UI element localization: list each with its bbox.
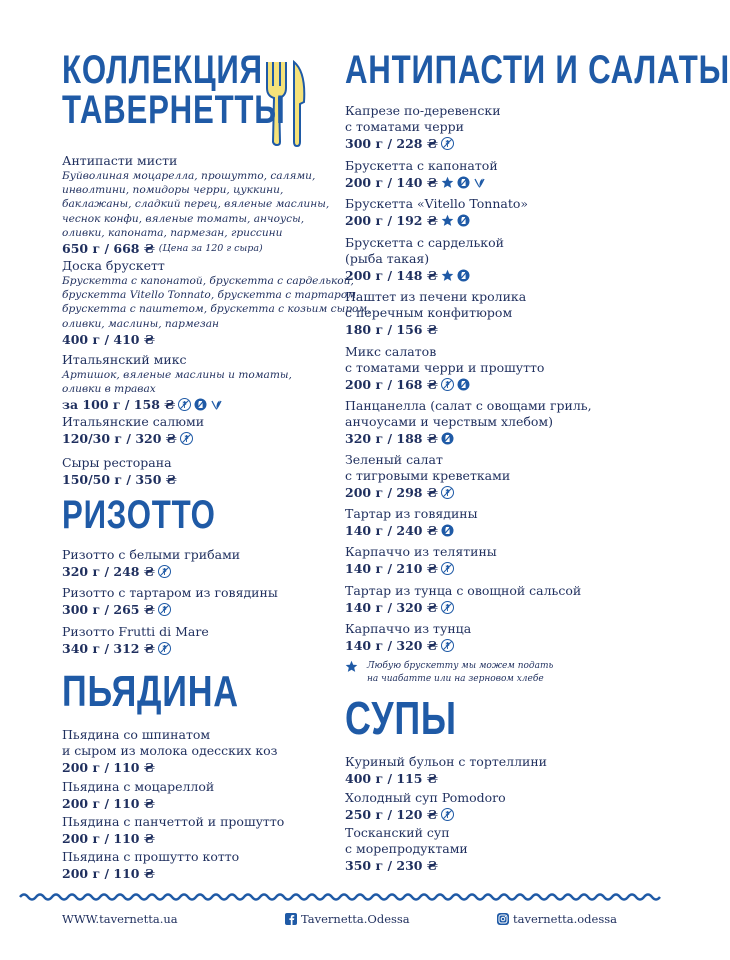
menu-item [345,344,544,393]
item-name: анчоусами и черствым хлебом) [345,414,554,429]
section-title-line: РИЗОТТО [62,493,216,537]
item-price-row [345,560,497,577]
item-price: 200 г / 110 ₴ [62,866,155,881]
lactose-free-icon [457,176,470,189]
menu-item [62,779,214,812]
menu-item [345,544,497,577]
menu-item [345,825,468,874]
item-name: Карпаччо из тунца [345,621,472,636]
gluten-free-icon [441,562,454,575]
gluten-free-icon [441,808,454,821]
gluten-free-icon [441,137,454,150]
item-price: 340 г / 312 ₴ [62,641,155,656]
item-price-row [62,759,278,776]
item-name: Пьядина с прошутто котто [62,849,240,864]
item-price-row [62,396,292,413]
item-name: Холодный суп Pomodoro [345,790,506,805]
gluten-free-icon [158,603,171,616]
item-price-row [345,637,471,654]
item-name: с томатами черри и прошутто [345,360,545,375]
item-price: 350 г / 230 ₴ [345,858,438,873]
menu-item [345,196,528,229]
menu-item [62,727,278,776]
item-price-row [345,174,498,191]
item-price-row [345,522,478,539]
vegan-icon [473,176,486,189]
item-price-row [345,135,501,152]
instagram-icon [497,913,509,925]
gluten-free-icon [441,378,454,391]
instagram-link[interactable] [497,912,617,926]
gluten-free-icon [441,486,454,499]
menu-item [62,455,177,488]
menu-item [62,153,329,257]
gluten-free-icon [441,601,454,614]
item-name: Ризотто с тартаром из говядины [62,585,278,600]
star-icon [441,176,454,189]
gluten-free-icon [158,565,171,578]
item-price: 300 г / 228 ₴ [345,136,438,151]
item-name: с морепродуктами [345,841,468,856]
facebook-text[interactable]: Tavernetta.Odessa [301,912,410,926]
menu-item [345,289,526,338]
price-note: (Цена за 120 г сыра) [158,243,263,255]
facebook-icon [285,913,297,925]
item-price-row [62,471,177,488]
item-name: Пьядина со шпинатом [62,727,211,742]
item-name: Брускетта «Vitello Tonnato» [345,196,529,211]
section-title-line: СУПЫ [345,692,457,744]
item-description: баклажаны, сладкий перец, вяленые маслины, [62,198,330,211]
gluten-free-icon [180,432,193,445]
item-name: Пьядина с моцареллой [62,779,215,794]
lactose-free-icon [457,214,470,227]
item-price: 200 г / 140 ₴ [345,175,438,190]
lactose-free-icon [457,378,470,391]
section-title [62,50,286,130]
item-price: 140 г / 320 ₴ [345,600,438,615]
item-price-row [345,806,506,823]
gluten-free-icon [441,639,454,652]
item-name: Капрезе по-деревенски [345,103,501,118]
gluten-free-icon [178,398,191,411]
star-icon [441,214,454,227]
item-price: 140 г / 210 ₴ [345,561,438,576]
item-description: чеснок конфи, вяленые томаты, анчоусы, [62,212,305,225]
item-name: Тартар из говядины [345,506,478,521]
menu-item [62,814,284,847]
item-price: 150/50 г / 350 ₴ [62,472,177,487]
bruschetta-footnote [345,660,553,686]
item-price-row [62,240,329,257]
item-price-row [345,484,510,501]
item-name: Ризотто с белыми грибами [62,547,241,562]
item-name: Итальянский микс [62,352,187,367]
item-name: с перечным конфитюром [345,305,513,320]
item-price: 300 г / 265 ₴ [62,602,155,617]
item-description: оливки в травах [62,383,156,396]
item-description: Буйволиная моцарелла, прошутто, салями, [62,170,316,182]
item-price-row [62,865,239,882]
star-icon [441,269,454,282]
menu-item [62,352,292,413]
section-title [345,50,730,90]
lactose-free-icon [457,269,470,282]
item-name: и сыром из молока одесских коз [62,743,278,758]
item-price: 180 г / 156 ₴ [345,322,438,337]
menu-item [345,103,501,152]
section-title-line: АНТИПАСТИ И САЛАТЫ [345,48,730,92]
menu-item [345,754,547,787]
item-price-row [345,430,592,447]
item-price-row [62,430,204,447]
menu-item [345,621,471,654]
item-name: Брускетта с сарделькой [345,235,504,250]
item-name: Доска брускетт [62,258,165,273]
item-name: Брускетта с капонатой [345,158,498,173]
item-description: инволтини, помидоры черри, цуккини, [62,184,284,197]
item-price: 200 г / 110 ₴ [62,796,155,811]
item-name: Пьядина с панчеттой и прошутто [62,814,285,829]
item-price: 200 г / 298 ₴ [345,485,438,500]
wave-divider [20,891,657,903]
vegan-icon [210,398,223,411]
section-title [345,692,457,744]
item-price: 200 г / 110 ₴ [62,831,155,846]
lactose-free-icon [194,398,207,411]
item-price: 200 г / 192 ₴ [345,213,438,228]
menu-item [345,506,478,539]
section-title [62,495,216,535]
item-price: за 100 г / 158 ₴ [62,397,176,413]
item-name: Микс салатов [345,344,437,359]
item-price-row [62,795,214,812]
menu-item [62,624,209,657]
item-name: Ризотто Frutti di Mare [62,624,209,639]
item-name: Итальянские салюми [62,414,205,429]
item-name: Карпаччо из телятины [345,544,497,559]
menu-item [345,790,506,823]
menu-item [345,452,510,501]
item-price-row [345,376,544,393]
item-price-row [345,212,528,229]
item-price: 140 г / 320 ₴ [345,638,438,653]
item-price: 400 г / 115 ₴ [345,771,438,786]
item-price-row [62,640,209,657]
item-description: оливки, капоната, пармезан, гриссини [62,226,283,239]
item-price: 200 г / 148 ₴ [345,268,438,283]
item-name: Панцанелла (салат с овощами гриль, [345,398,592,413]
item-price: 200 г / 110 ₴ [62,760,155,775]
item-name: с томатами черри [345,119,464,134]
item-name: Паштет из печени кролика [345,289,527,304]
item-name: Антипасти мисти [62,153,178,168]
section-title [62,667,239,716]
item-price: 200 г / 168 ₴ [345,377,438,392]
item-description: Брускетта с капонатой, брускетта с сарделькой, [62,275,354,287]
item-description: Артишок, вяленые маслины и томаты, [62,369,292,381]
item-description: оливки, маслины, пармезан [62,317,219,330]
item-description: брускетта Vitello Tonnato, брускетта с тартаром, [62,289,360,302]
item-price: 250 г / 120 ₴ [345,807,438,822]
item-price-row [345,857,468,874]
item-price: 120/30 г / 320 ₴ [62,431,177,446]
item-name: с тигровыми креветками [345,468,511,483]
item-description: брускетта с паштетом, брускетта с козьим сыром, [62,303,371,316]
item-price: 400 г / 410 ₴ [62,331,155,347]
website-link[interactable] [62,912,178,926]
item-price-row [345,267,504,284]
item-price-row [345,599,581,616]
item-price-row [62,601,278,618]
gluten-free-icon [158,642,171,655]
section-title-line: КОЛЛЕКЦИЯ [62,48,263,92]
item-name: Тосканский суп [345,825,450,840]
item-name: Зеленый салат [345,452,443,467]
menu-item [345,398,592,447]
facebook-link[interactable] [285,912,410,926]
item-name: Куриный бульон с тортеллини [345,754,548,769]
menu-item [345,235,504,284]
item-price: 320 г / 248 ₴ [62,564,155,579]
item-name: (рыба такая) [345,251,430,266]
item-name: Сыры ресторана [62,455,172,470]
footnote-line: на чиабатте или на зерновом хлебе [367,674,544,684]
item-name: Тартар из тунца с овощной сальсой [345,583,582,598]
item-price: 650 г / 668 ₴ [62,241,155,257]
item-price-row [345,321,526,338]
website-text[interactable]: WWW.tavernetta.ua [62,912,178,926]
section-title-line: ТАВЕРНЕТТЫ [62,88,286,132]
menu-item [62,547,240,580]
menu-item [62,585,278,618]
menu-item [62,414,204,447]
menu-item [62,849,239,882]
menu-item [345,583,581,616]
section-title-line: ПЬЯДИНА [62,667,239,716]
item-price-row [62,830,284,847]
menu-item [345,158,498,191]
star-icon [345,660,358,673]
instagram-text[interactable]: tavernetta.odessa [513,912,617,926]
footnote-line: Любую брускетту мы можем подать [367,661,554,671]
item-price: 320 г / 188 ₴ [345,431,438,446]
item-price-row [62,563,240,580]
footnote-text [367,660,553,686]
lactose-free-icon [441,432,454,445]
item-price-row [62,331,371,348]
menu-item [62,258,371,348]
item-price-row [345,770,547,787]
item-price: 140 г / 240 ₴ [345,523,438,538]
lactose-free-icon [441,524,454,537]
